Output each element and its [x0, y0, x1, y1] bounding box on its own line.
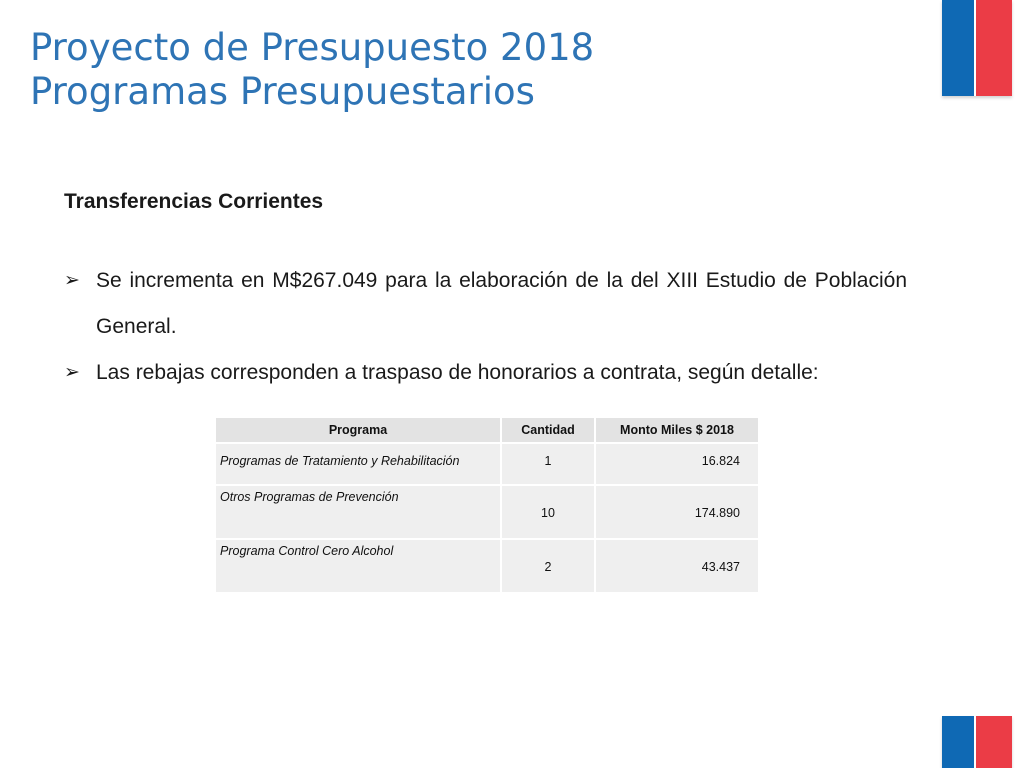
header-programa: Programa: [216, 418, 500, 442]
detail-table: [214, 416, 760, 594]
slide-title: [30, 26, 594, 114]
cell-cantidad: 10: [502, 486, 594, 538]
flag-red-stripe: [976, 0, 1012, 96]
bullet-item: [64, 258, 907, 350]
flag-red-stripe: [976, 716, 1012, 768]
arrow-bullet-icon: ➢: [64, 362, 80, 383]
header-monto: Monto Miles $ 2018: [596, 418, 758, 442]
flag-blue-stripe: [942, 716, 974, 768]
slide-title-line-2: Programas Presupuestarios: [30, 70, 535, 113]
flag-blue-stripe: [942, 0, 974, 96]
cell-monto: 43.437: [596, 540, 758, 592]
cell-programa: Programa Control Cero Alcohol: [216, 540, 500, 592]
table-row: [216, 540, 758, 592]
flag-logo-bottom: [942, 716, 1012, 768]
header-cantidad: Cantidad: [502, 418, 594, 442]
table-row: [216, 486, 758, 538]
bullet-text: Se incrementa en M$267.049 para la elaboración de la del XIII Estudio de Población General.: [96, 269, 907, 338]
table-header-row: [216, 418, 758, 442]
cell-cantidad: 1: [502, 444, 594, 484]
arrow-bullet-icon: ➢: [64, 270, 80, 291]
bullet-text: Las rebajas corresponden a traspaso de honorarios a contrata, según detalle:: [96, 361, 819, 384]
cell-monto: 16.824: [596, 444, 758, 484]
cell-programa: Programas de Tratamiento y Rehabilitación: [216, 444, 500, 484]
cell-cantidad: 2: [502, 540, 594, 592]
flag-logo-top: [942, 0, 1012, 96]
cell-programa: Otros Programas de Prevención: [216, 486, 500, 538]
section-subtitle: Transferencias Corrientes: [64, 190, 324, 213]
bullet-item: [64, 350, 907, 396]
cell-monto: 174.890: [596, 486, 758, 538]
slide-title-line-1: Proyecto de Presupuesto 2018: [30, 26, 595, 69]
bullet-list: [64, 258, 907, 396]
table-row: [216, 444, 758, 484]
